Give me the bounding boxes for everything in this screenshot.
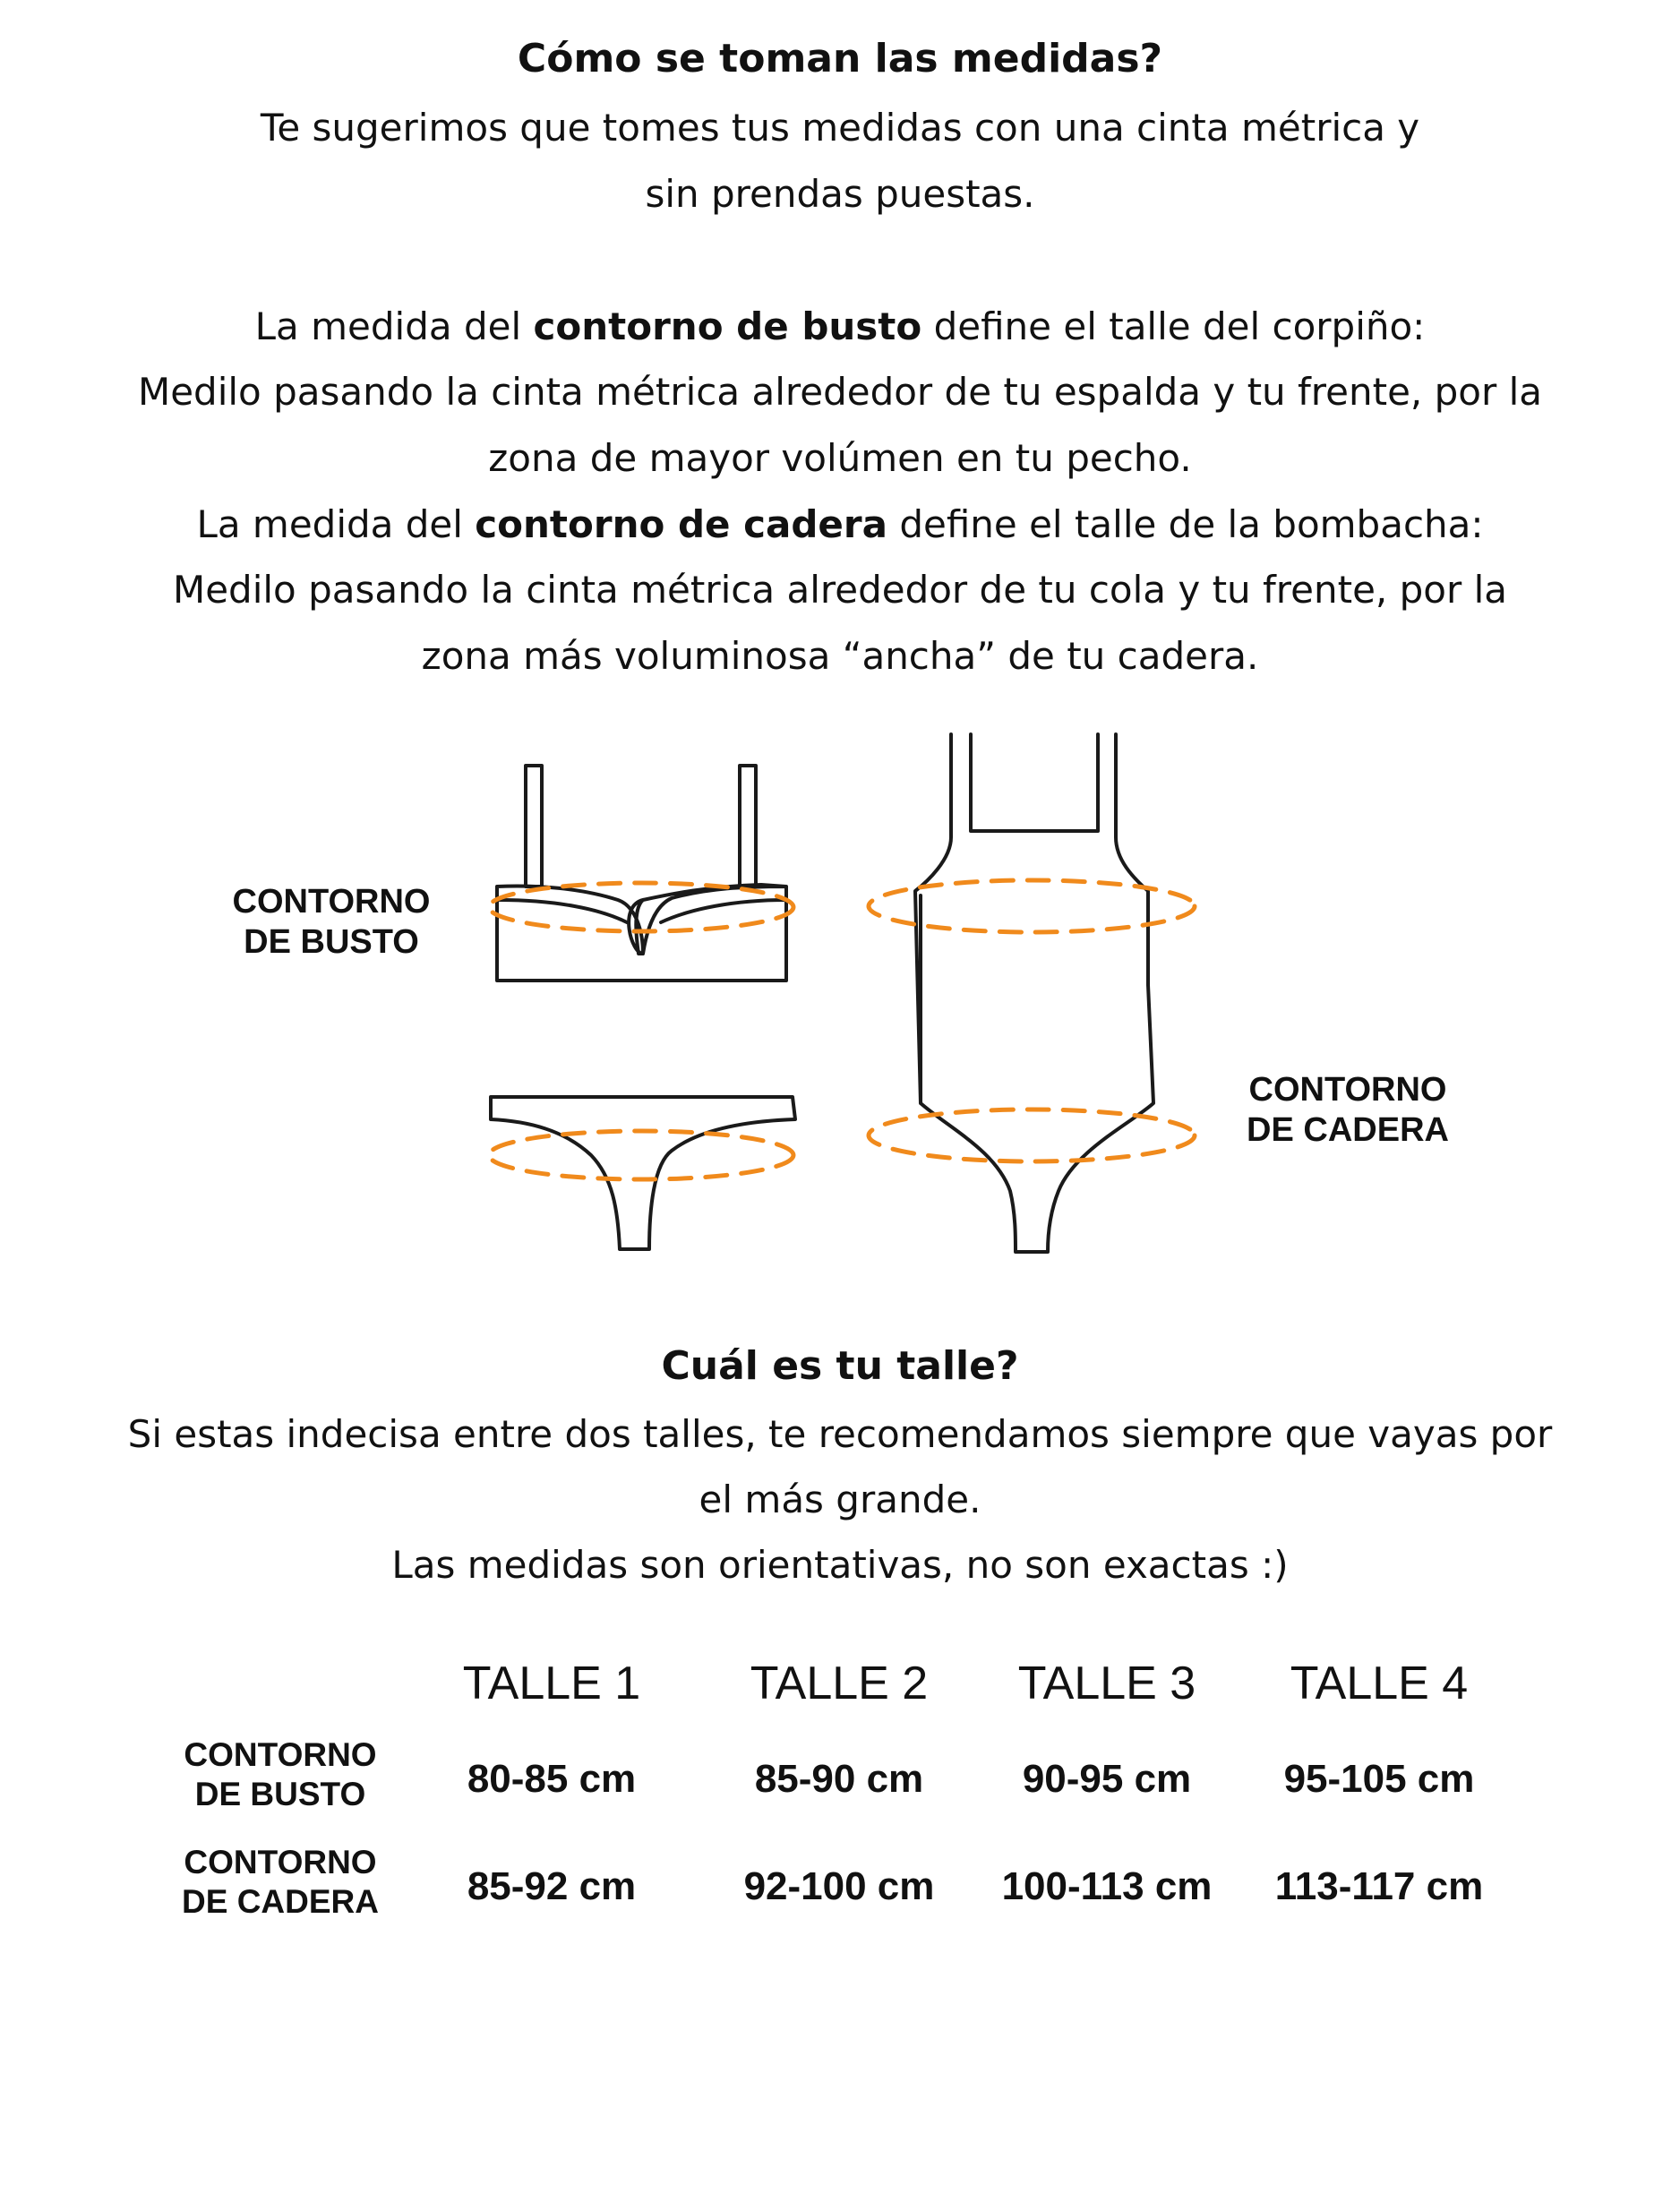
busto-line-3: zona de mayor volúmen en tu pecho. [488,436,1192,480]
label-busto-line-1: CONTORNO [232,883,431,921]
busto-line-1-a: La medida del [254,304,534,348]
intro-line-1: Te sugerimos que tomes tus medidas con una cinta métrica y [260,106,1420,150]
header-talle-3: TALLE 3 [1017,1658,1196,1709]
header-talle-2: TALLE 2 [750,1658,929,1709]
cell-cadera-talle-3: 100-113 cm [1001,1864,1213,1908]
busto-line-2: Medilo pasando la cinta métrica alrededor de tu espalda y tu frente, por la [137,370,1542,414]
bikini-top-strap-right [740,766,756,887]
advice-line-2: el más grande. [699,1478,981,1521]
label-contorno-busto [197,882,466,963]
cadera-line-1-b: define el talle de la bombacha: [887,502,1484,546]
cell-busto-talle-3: 90-95 cm [1022,1757,1192,1801]
cadera-measure-onepiece [869,1109,1195,1161]
cadera-line-3: zona más voluminosa “ancha” de tu cadera. [421,634,1259,678]
header-talle-1: TALLE 1 [462,1658,641,1709]
row-label-busto-line-1: CONTORNO [184,1736,377,1773]
label-busto-line-2: DE BUSTO [244,923,419,961]
label-contorno-cadera [1200,1070,1496,1151]
section-title-measure: Cómo se toman las medidas? [517,36,1163,81]
row-label-cadera-line-1: CONTORNO [184,1844,377,1880]
cell-busto-talle-4: 95-105 cm [1283,1757,1475,1801]
intro-line-2: sin prendas puestas. [645,172,1035,216]
row-label-cadera [146,1843,415,1922]
cadera-line-1-a: La medida del [196,502,476,546]
busto-measure-top [489,883,793,931]
cell-cadera-talle-1: 85-92 cm [467,1864,637,1908]
advice-line-3: Las medidas son orientativas, no son exactas :) [391,1543,1289,1587]
one-piece-swimsuit [915,734,1153,1252]
cell-busto-talle-1: 80-85 cm [467,1757,637,1801]
row-label-busto-line-2: DE BUSTO [194,1776,366,1812]
busto-line-1-bold: contorno de busto [533,304,922,348]
advice-line-1: Si estas indecisa entre dos talles, te recomendamos siempre que vayas por [127,1412,1553,1456]
busto-line-1-b: define el talle del corpiño: [921,304,1426,348]
label-cadera-line-2: DE CADERA [1247,1111,1449,1149]
label-cadera-line-1: CONTORNO [1248,1071,1447,1109]
header-talle-4: TALLE 4 [1290,1658,1469,1709]
cadera-line-2: Medilo pasando la cinta métrica alrededor de tu cola y tu frente, por la [172,568,1507,612]
bikini-top-strap-left [526,766,542,887]
row-label-busto [146,1735,415,1814]
cell-cadera-talle-2: 92-100 cm [743,1864,935,1908]
cell-cadera-talle-4: 113-117 cm [1274,1864,1484,1908]
cell-busto-talle-2: 85-90 cm [754,1757,924,1801]
row-label-cadera-line-2: DE CADERA [182,1883,379,1920]
cadera-line-1-bold: contorno de cadera [475,502,887,546]
cadera-measure-bottom [489,1131,793,1179]
section-title-size: Cuál es tu talle? [661,1343,1019,1389]
